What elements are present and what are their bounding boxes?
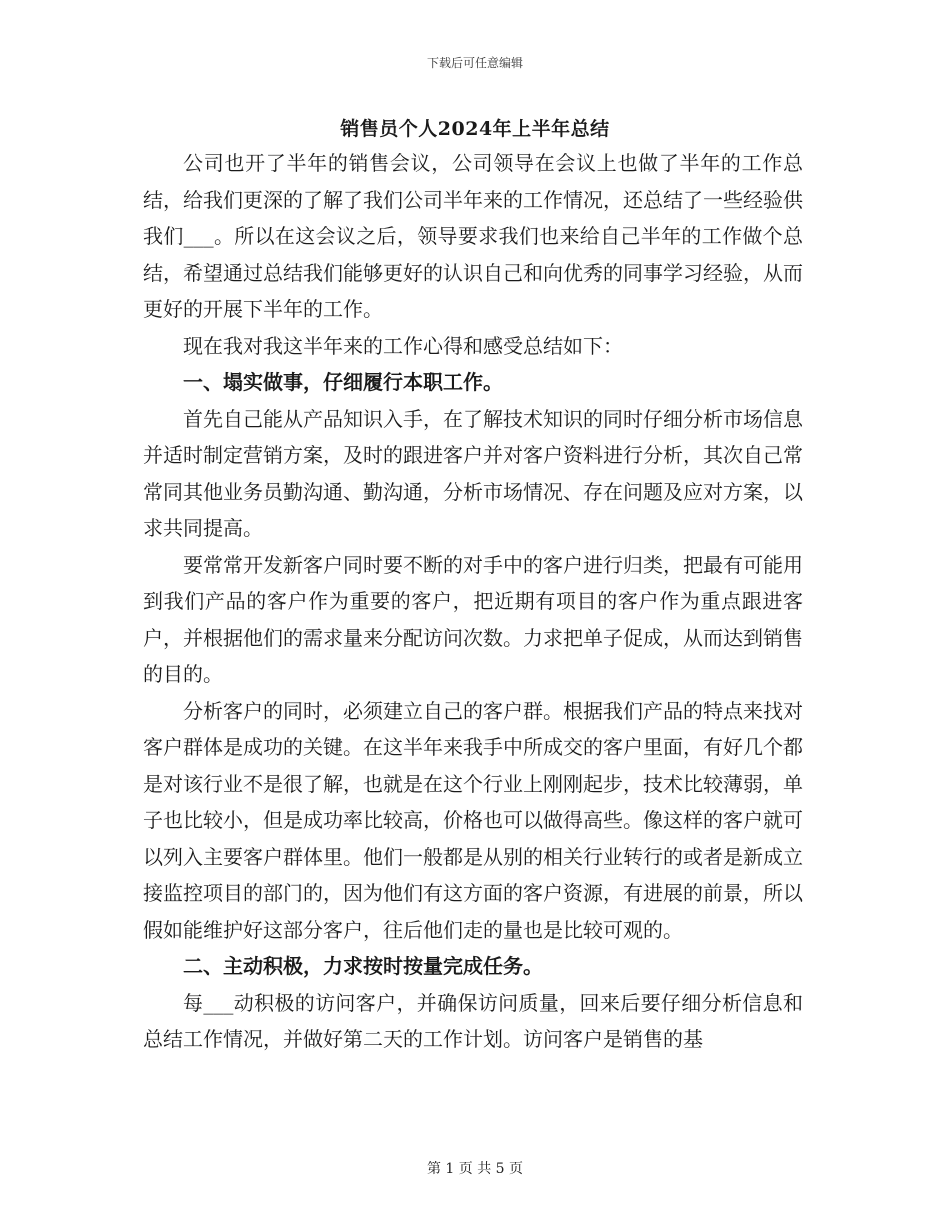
document-title: 销售员个人2024年上半年总结 [340,118,610,140]
paragraph-visits: 每___动积极的访问客户，并确保访问质量，回来后要仔细分析信息和总结工作情况，并做好第二天的工作计划。访问客户是销售的基 [143,990,803,1051]
paragraph-summary-lead: 现在我对我这半年来的工作心得和感受总结如下： [183,333,623,358]
section-heading-2: 二、主动积极，力求按时按量完成任务。 [183,954,543,978]
section-heading-1: 一、塌实做事，仔细履行本职工作。 [183,370,503,394]
paragraph-new-clients: 要常常开发新客户同时要不断的对手中的客户进行归类，把最有可能用到我们产品的客户作为重要的客户，把近期有项目的客户作为重点跟进客户，并根据他们的需求量来分配访问次数。力求把单子促成，从而达到销售的目的。 [143,552,803,686]
paragraph-client-group: 分析客户的同时，必须建立自己的客户群。根据我们产品的特点来找对客户群体是成功的关键。在这半年来我手中所成交的客户里面，有好几个都是对该行业不是很了解，也就是在这个行业上刚刚起步，技术比较薄弱，单子也比较小，但是成功率比较高，价格也可以做得高些。像这样的客户就可以列入主要客户群体里。他们一般都是从别的相关行业转行的或者是新成立接监控项目的部门的，因为他们有这方面的客户资源，有进展的前景，所以假如能维护好这部分客户，往后他们走的量也是比较可观的。 [143,698,803,942]
document-body [143,145,803,1058]
paragraph-intro: 公司也开了半年的销售会议，公司领导在会议上也做了半年的工作总结，给我们更深的了解了我们公司半年来的工作情况，还总结了一些经验供我们___。所以在这会议之后，领导要求我们也来给自己半年的工作做个总结，希望通过总结我们能够更好的认识自己和向优秀的同事学习经验，从而更好的开展下半年的工作。 [143,151,803,321]
page-number: 第 1 页 共 5 页 [426,1161,524,1177]
paragraph-product-knowledge: 首先自己能从产品知识入手，在了解技术知识的同时仔细分析市场信息并适时制定营销方案，及时的跟进客户并对客户资料进行分析，其次自己常常同其他业务员勤沟通、勤沟通，分析市场情况、存在问题及应对方案，以求共同提高。 [143,406,803,540]
page-header-note: 下载后可任意编辑 [426,56,523,70]
